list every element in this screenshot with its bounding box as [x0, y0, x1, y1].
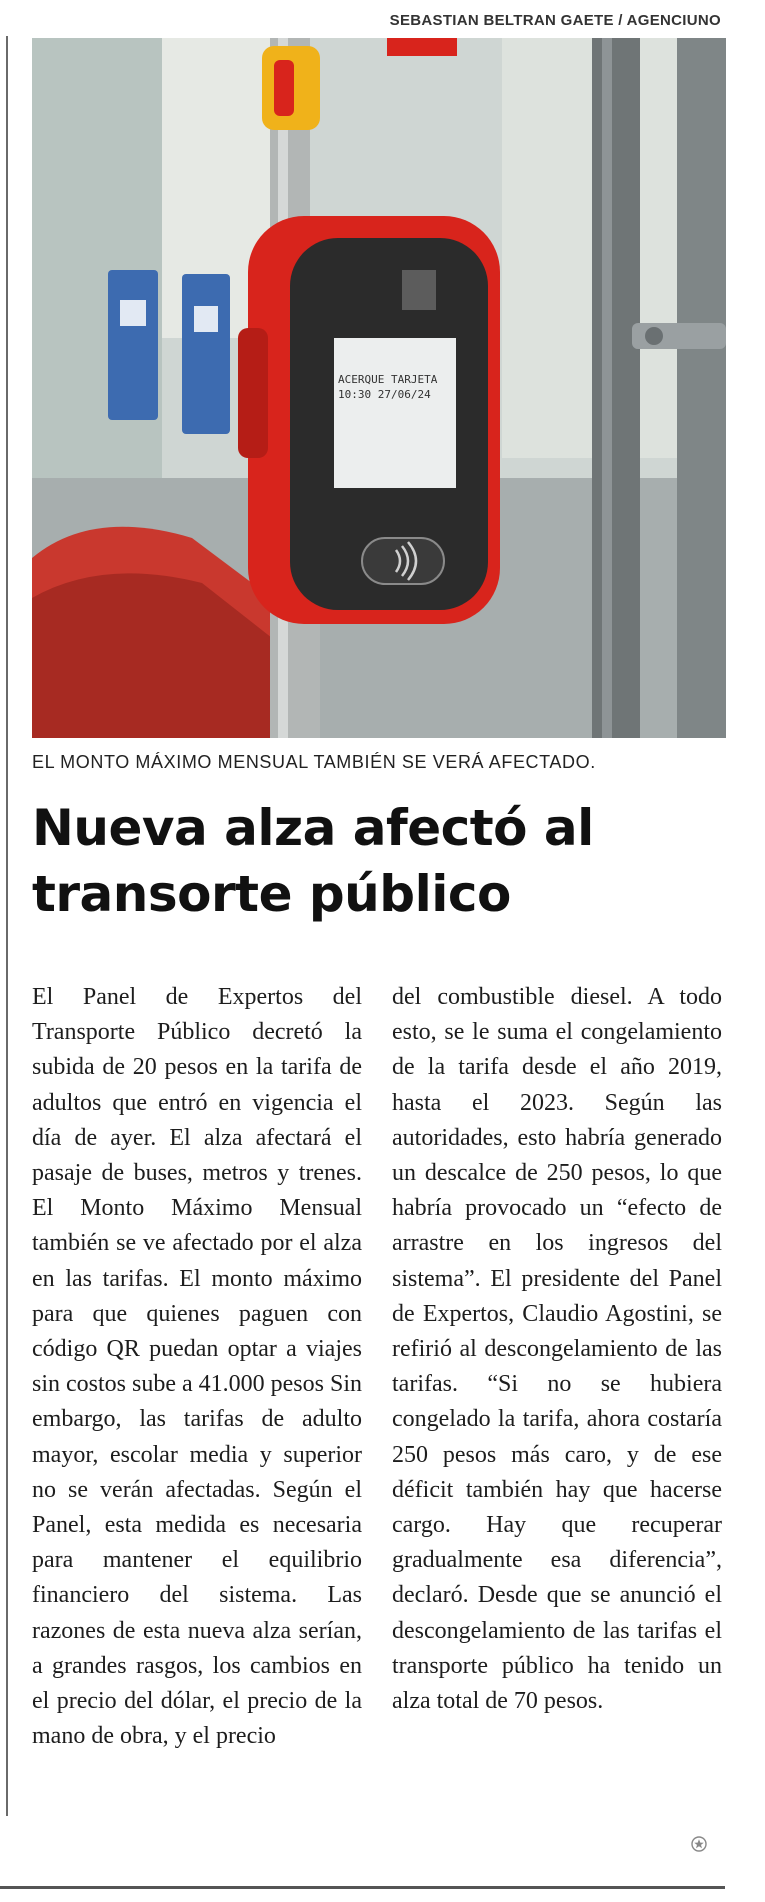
headline-line-1: Nueva alza afectó al [32, 799, 594, 857]
bottom-rule [0, 1886, 725, 1889]
photo-caption: EL MONTO MÁXIMO MENSUAL TAMBIÉN SE VERÁ AFECTADO. [32, 752, 596, 772]
body-column-2: del combustible diesel. A todo esto, se le suma el congelamiento de la tarifa desde el año 2019, hasta el 2023. Según las autoridades, esto habría generado un descalce de 250 pesos, lo que habría provocado un “efecto de arrastre en los ingresos del sistema”. El presidente del Panel de Expertos, Claudio Agostini, se refirió al descongelamiento de las tarifas. “Si no se hubiera congelado la tarifa, ahora costaría 250 pesos más caro, y de ese déficit también hay que hacerse cargo. Hay que recuperar gradualmente esa diferencia”, declaró. Desde que se anunció el descongelamiento de las tarifas el transporte público ha tenido un alza total de 70 pesos. [392, 984, 722, 1715]
headline [32, 795, 732, 927]
left-column-rule [6, 36, 8, 1816]
article-end-star-icon [691, 1836, 707, 1852]
validator-screen-line1: ACERQUE TARJETA [338, 373, 438, 386]
validator-screen-line2: 10:30 27/06/24 [338, 388, 431, 401]
article-photo [32, 38, 726, 738]
body-column-1: El Panel de Expertos del Transporte Público decretó la subida de 20 pesos en la tarifa de adultos que entró en vigencia el día de ayer. El alza afectará el pasaje de buses, metros y trenes. El Monto Máximo Mensual también se ve afectado por el alza en las tarifas. El monto máximo para que quienes paguen con código QR puedan optar a viajes sin costos sube a 41.000 pesos Sin embargo, las tarifas de adulto mayor, escolar media y superior no se verán afectadas. Según el Panel, esta medida es necesaria para mantener el equilibrio financiero del sistema. Las razones de esta nueva alza serían, a grandes rasgos, los cambios en el precio del dólar, el precio de la mano de obra, y el precio [32, 984, 362, 1750]
headline-line-2: transorte público [32, 865, 511, 923]
photo-credit: SEBASTIAN BELTRAN GAETE / AGENCIUNO [389, 12, 721, 29]
